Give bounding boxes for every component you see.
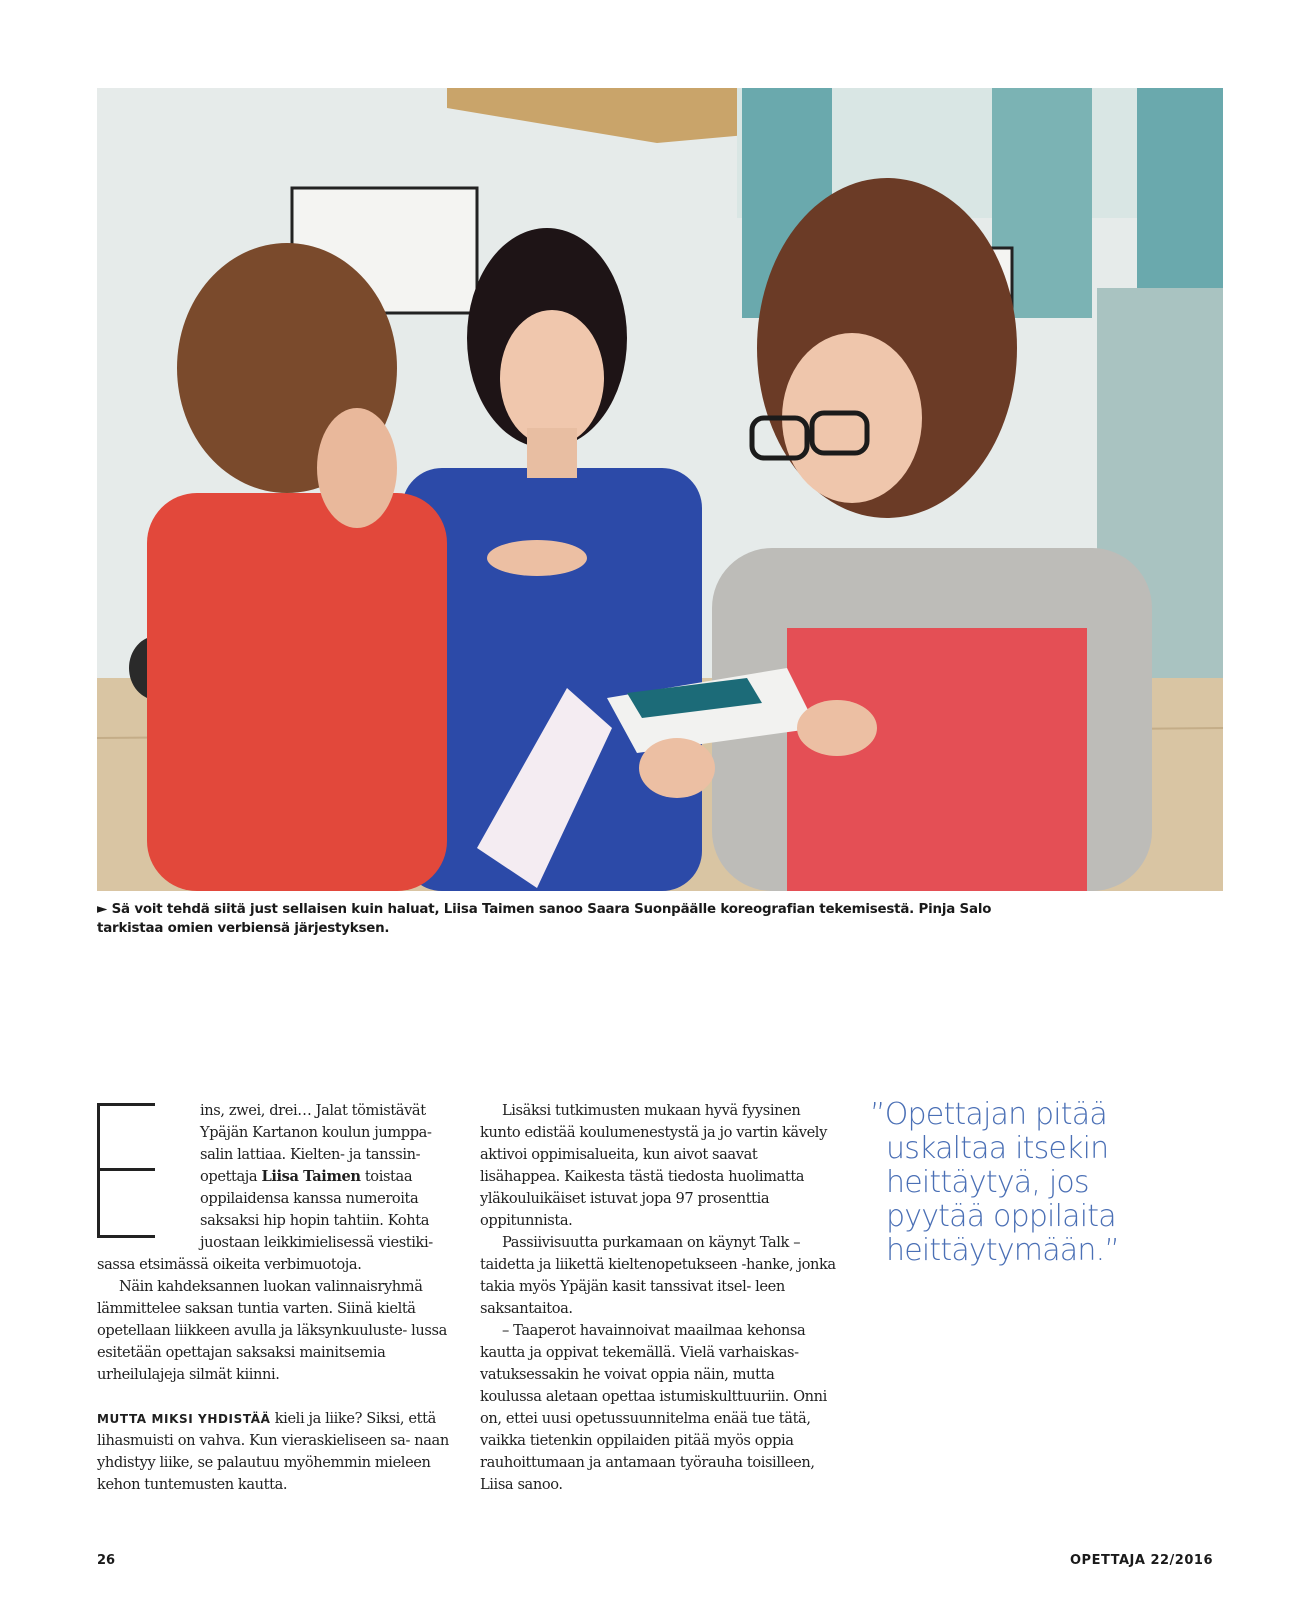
run-in-subhead: MUTTA MIKSI YHDISTÄÄ bbox=[97, 1412, 271, 1426]
photo-illustration bbox=[97, 88, 1223, 891]
lead-line: oppilaidensa kanssa numeroita bbox=[200, 1190, 419, 1207]
article-photo bbox=[97, 88, 1223, 891]
pull-quote-line: pyytää oppilaita bbox=[886, 1199, 1116, 1234]
lead-line: juostaan leikkimielisessä viestiki- bbox=[200, 1234, 433, 1251]
lead-line: saksaksi hip hopin tahtiin. Kohta bbox=[200, 1212, 430, 1229]
publication-issue: OPETTAJA 22/2016 bbox=[1070, 1553, 1213, 1568]
body-paragraph-with-subhead bbox=[97, 1408, 449, 1496]
pull-quote-line: ”Opettajan pitää bbox=[870, 1097, 1107, 1132]
pull-quote-line: heittäytymään.” bbox=[886, 1233, 1120, 1268]
teacher-name: Liisa Taimen bbox=[261, 1168, 361, 1185]
lead-line-with-name bbox=[200, 1166, 449, 1188]
caption-text: Sä voit tehdä siitä just sellaisen kuin haluat, Liisa Taimen sanoo Saara Suonpäälle koreografian tekemisestä. Pinja Salo tarkistaa omien verbiensä järjestyksen. bbox=[97, 902, 992, 936]
pull-quote bbox=[870, 1098, 1170, 1268]
lead-line: Ypäjän Kartanon koulun jumppa- bbox=[200, 1124, 432, 1141]
lead-line: opettaja bbox=[200, 1168, 258, 1185]
pull-quote-line: uskaltaa itsekin bbox=[886, 1131, 1109, 1166]
lead-line: ins, zwei, drei… Jalat tömistävät bbox=[200, 1102, 426, 1119]
body-paragraph: Lisäksi tutkimusten mukaan hyvä fyysinen kunto edistää koulumenestystä ja jo vartin kävely aktivoi oppimisalueita, kun aivot saavat lisähappea. Kaikesta tästä tiedosta huolimatta yläkouluikäiset istuvat jopa 97 prosenttia oppitunnista. bbox=[480, 1102, 827, 1229]
body-paragraph: Näin kahdeksannen luokan valinnaisryhmä lämmittelee saksan tuntia varten. Siinä kieltä opetellaan liikkeen avulla ja läksynkuuluste- lussa esitetään opettajan saksaksi mainitsemia urheilulajeja silmät kiinni. bbox=[97, 1278, 447, 1383]
pull-quote-line: heittäytyä, jos bbox=[886, 1165, 1089, 1200]
article-column-2 bbox=[480, 1100, 837, 1496]
lead-line: toistaa bbox=[364, 1168, 413, 1185]
article-column-1 bbox=[97, 1100, 449, 1496]
photo-caption bbox=[97, 900, 1057, 938]
lead-paragraph bbox=[200, 1100, 449, 1254]
lead-line: salin lattiaa. Kielten- ja tanssin- bbox=[200, 1146, 421, 1163]
body-paragraph: Passiivisuutta purkamaan on käynyt Talk – taidetta ja liikettä kieltenopetukseen -hanke, jonka takia myös Ypäjän kasit tanssivat itsel- leen saksantaitoa. bbox=[480, 1234, 836, 1317]
lead-tail: sassa etsimässä oikeita verbimuotoja. bbox=[97, 1256, 362, 1273]
body-paragraph: – Taaperot havainnoivat maailmaa kehonsa kautta ja oppivat tekemällä. Vielä varhaiskas- vatuksessakin he voivat oppia näin, mutta koulussa aletaan opettaa istumiskulttuuriin. Onni on, ettei uusi opetussuunnitelma enää tue tätä, vaikka tietenkin oppilaiden pitää myös oppia rauhoittumaan ja antamaan työrauha toisilleen, Liisa sanoo. bbox=[480, 1322, 827, 1493]
page-number: 26 bbox=[97, 1553, 116, 1568]
body-text: kieli ja liike? Siksi, että lihasmuisti on vahva. Kun vieraskieliseen sa- naan yhdistyy liike, se palautuu myöhemmin mieleen kehon tuntemusten kautta. bbox=[97, 1410, 449, 1493]
caption-marker: ► bbox=[97, 902, 108, 917]
